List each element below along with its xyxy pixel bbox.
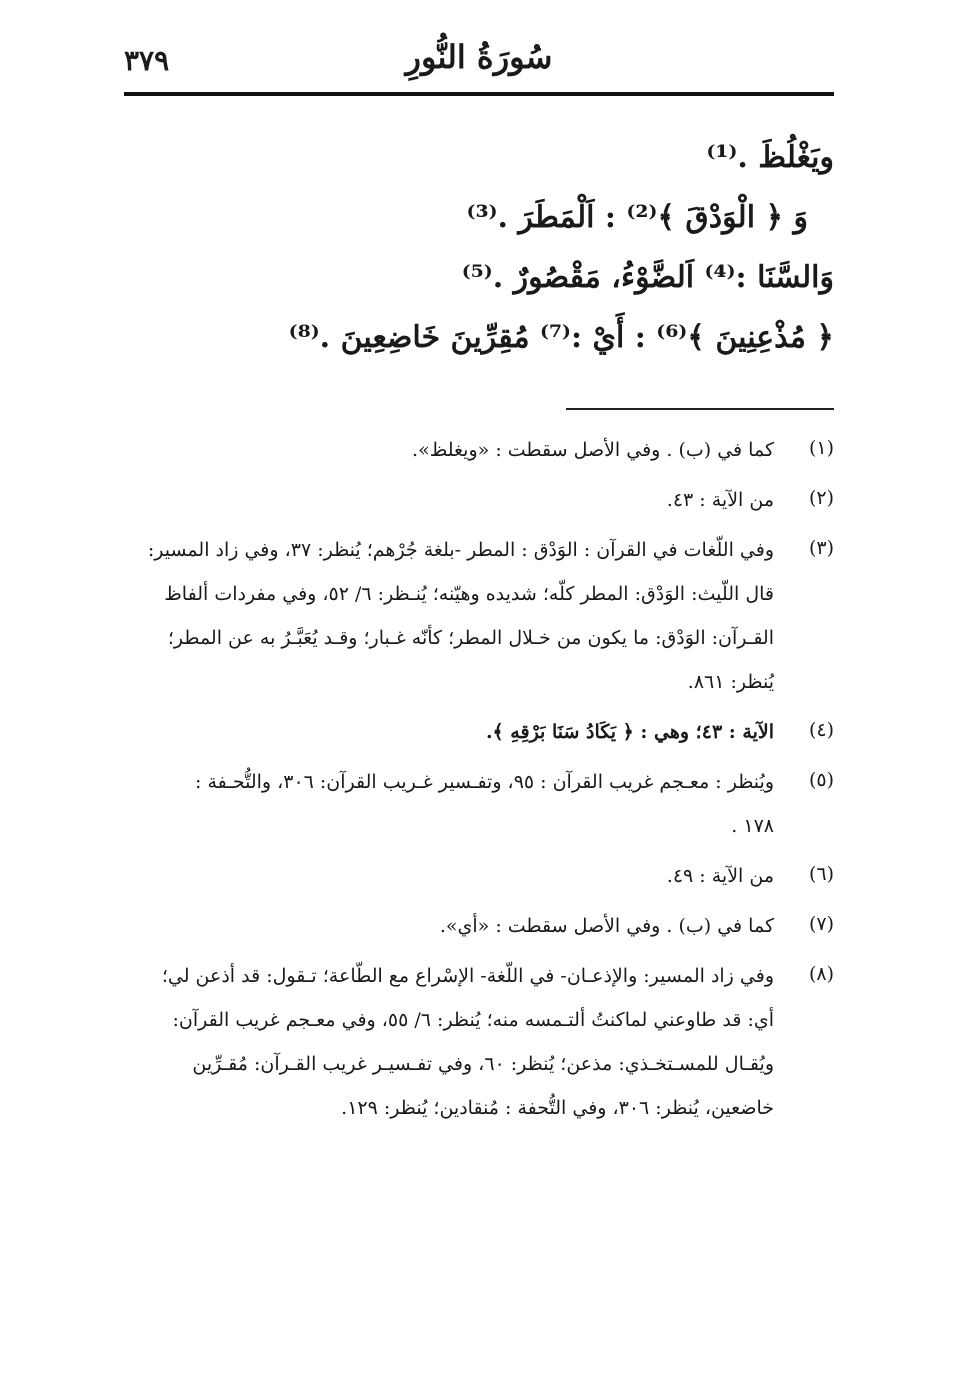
footnote-separator (566, 408, 834, 410)
main-line: ويَغْلُظَ .⁽¹⁾ (706, 140, 834, 175)
main-line: وَالسَّنَا :⁽⁴⁾ اَلضَّوْءُ، مَقْصُورٌ .⁽⁵⁾ (461, 260, 834, 295)
footnote-8 (114, 954, 834, 1130)
main-line: وَ ﴿ الْوَدْقَ ﴾⁽²⁾ : اَلْمَطَرَ .⁽³⁾ (466, 200, 808, 235)
footnote-5 (114, 760, 834, 848)
footnote-text: وفي اللّغات في القرآن : الوَدْق : المطر -بلغة جُرْهم؛ يُنظر: ٣٧، وفي زاد المسير: (147, 539, 774, 561)
footnote-3 (114, 528, 834, 704)
footnote-text: يُنظر: ٨٦١. (687, 671, 774, 693)
footnote-number: (٣) (808, 537, 834, 559)
footnote-1 (114, 428, 834, 472)
footnote-4 (114, 710, 834, 754)
footnote-text: أي: قد طاوعني لماكنتُ ألتـمسه منه؛ يُنظر: ٦/ ٥٥، وفي معـجم غريب القرآن: (172, 1009, 774, 1031)
footnote-number: (٨) (808, 963, 834, 985)
main-line: ﴿ مُذْعِنِينَ ﴾⁽⁶⁾ : أَيْ :⁽⁷⁾ مُقِرِّينَ خَاضِعِينَ .⁽⁸⁾ (288, 320, 834, 355)
footnote-text: ١٧٨ . (731, 815, 774, 837)
footnote-text: القـرآن: الوَدْق: ما يكون من خـلال المطر؛ كأنّه غـبار؛ وقـد يُعَبَّـرُ به عن المطر؛ (167, 627, 774, 649)
footnote-number: (٧) (808, 913, 834, 935)
footnote-7 (114, 904, 834, 948)
footnote-number: (٥) (808, 769, 834, 791)
footnote-text: خاضعين، يُنظر: ٣٠٦، وفي التُّحفة : مُنقادين؛ يُنظر: ١٢٩. (341, 1097, 774, 1119)
footnote-number: (١) (808, 437, 834, 459)
footnote-6 (114, 854, 834, 898)
footnote-number: (٦) (808, 863, 834, 885)
footnote-text: وفي زاد المسير: والإذعـان- في اللّغة- الإسْراع مع الطّاعة؛ تـقول: قد أذعن لي؛ (161, 965, 774, 987)
footnote-text: قال اللّيث: الوَدْق: المطر كلّه؛ شديده وهيّنه؛ يُنـظر: ٦/ ٥٢، وفي مفردات ألفاظ (164, 583, 774, 605)
header-rule (124, 92, 834, 96)
main-text (134, 128, 834, 368)
footnote-text: كما في (ب) . وفي الأصل سقطت : «ويغلظ». (412, 439, 774, 461)
footnote-text: من الآية : ٤٩. (666, 865, 774, 887)
footnote-text: كما في (ب) . وفي الأصل سقطت : «أي». (439, 915, 774, 937)
footnote-text: من الآية : ٤٣. (666, 489, 774, 511)
footnote-number: (٢) (808, 487, 834, 509)
footnote-text: الآية : ٤٣؛ وهي : ﴿ يَكَادُ سَنَا بَرْقِهِ ﴾. (485, 721, 774, 743)
footnote-text: ويُنظر : معـجم غريب القرآن : ٩٥، وتفـسير غـريب القرآن: ٣٠٦، والتُّحـفة : (195, 771, 774, 793)
footnotes (114, 428, 834, 1136)
page-header (124, 30, 834, 92)
surah-title: سُورَةُ النُّورِ (405, 38, 553, 76)
footnote-2 (114, 478, 834, 522)
footnote-number: (٤) (808, 719, 834, 741)
footnote-text: ويُقـال للمسـتخـذي: مذعن؛ يُنظر: ٦٠، وفي تفـسيـر غريب القـرآن: مُقـرِّين (192, 1053, 774, 1075)
page-number: ٣٧٩ (124, 44, 170, 77)
